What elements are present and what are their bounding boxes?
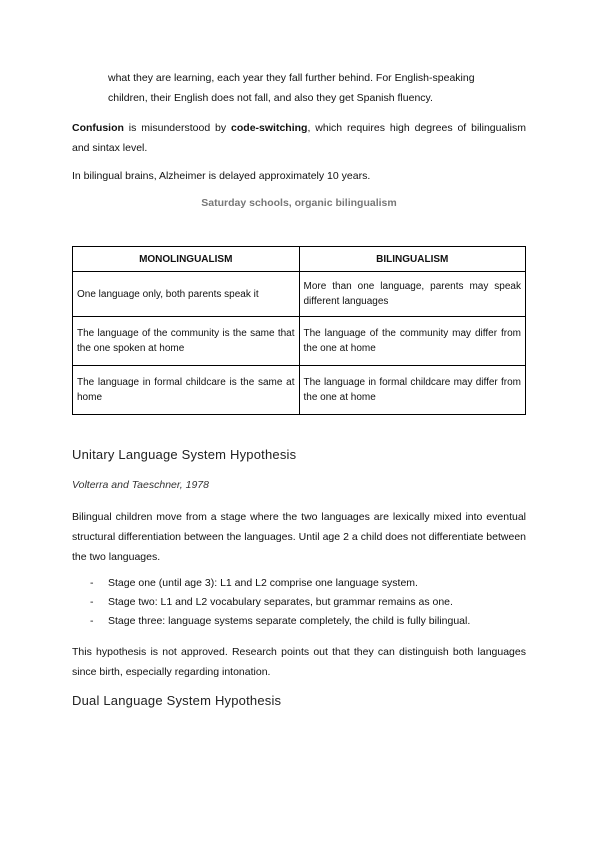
table-cell: One language only, both parents speak it: [73, 272, 300, 317]
list-item: [90, 574, 470, 593]
citation: Volterra and Taeschner, 1978: [72, 479, 209, 491]
list-item: [90, 612, 470, 631]
list-item-text: Stage one (until age 3): L1 and L2 comprise one language system.: [108, 577, 418, 589]
section-subtitle: Saturday schools, organic bilingualism: [201, 197, 397, 209]
table-row: [73, 272, 526, 317]
header-monolingualism: MONOLINGUALISM: [73, 247, 300, 272]
confusion-term: Confusion: [72, 122, 124, 134]
list-item-text: Stage two: L1 and L2 vocabulary separates, but grammar remains as one.: [108, 596, 453, 608]
confusion-text-1: is misunderstood by: [123, 122, 232, 134]
intro-line-2: children, their English does not fall, and also they get Spanish fluency.: [108, 92, 433, 104]
table-cell: The language of the community may differ from the one at home: [299, 317, 526, 366]
confusion-paragraph: [72, 118, 526, 158]
dash-marker: -: [90, 577, 94, 589]
dual-heading: Dual Language System Hypothesis: [72, 693, 282, 708]
comparison-table: [72, 246, 526, 415]
list-item: [90, 593, 470, 612]
table-row: [73, 366, 526, 415]
intro-line-1: what they are learning, each year they fall further behind. For English-speaking: [108, 72, 475, 84]
unitary-paragraph: Bilingual children move from a stage where the two languages are lexically mixed into eventual structural differentiation between the languages. Until age 2 a child does not differentiate between the two languages.: [72, 511, 526, 563]
table-cell: The language in formal childcare is the same at home: [73, 366, 300, 415]
alzheimer-paragraph: In bilingual brains, Alzheimer is delayed approximately 10 years.: [72, 170, 371, 182]
stage-list: [90, 574, 470, 631]
table-row: [73, 317, 526, 366]
list-item-text: Stage three: language systems separate completely, the child is fully bilingual.: [108, 615, 471, 627]
unitary-heading: Unitary Language System Hypothesis: [72, 447, 297, 462]
code-switching-term: code-switching: [231, 122, 308, 134]
header-bilingualism: BILINGUALISM: [299, 247, 526, 272]
dash-marker: -: [90, 596, 94, 608]
table-cell: The language in formal childcare may differ from the one at home: [299, 366, 526, 415]
intro-paragraph: [108, 68, 526, 108]
dash-marker: -: [90, 615, 94, 627]
table-header-row: [73, 247, 526, 272]
conclusion-paragraph: This hypothesis is not approved. Research points out that they can distinguish both languages since birth, especially regarding intonation.: [72, 646, 526, 678]
table-cell: The language of the community is the same that the one spoken at home: [73, 317, 300, 366]
table-cell: More than one language, parents may speak different languages: [299, 272, 526, 317]
confusion-text-2: , which requires high degrees of bilingualism and sintax level.: [72, 122, 526, 154]
